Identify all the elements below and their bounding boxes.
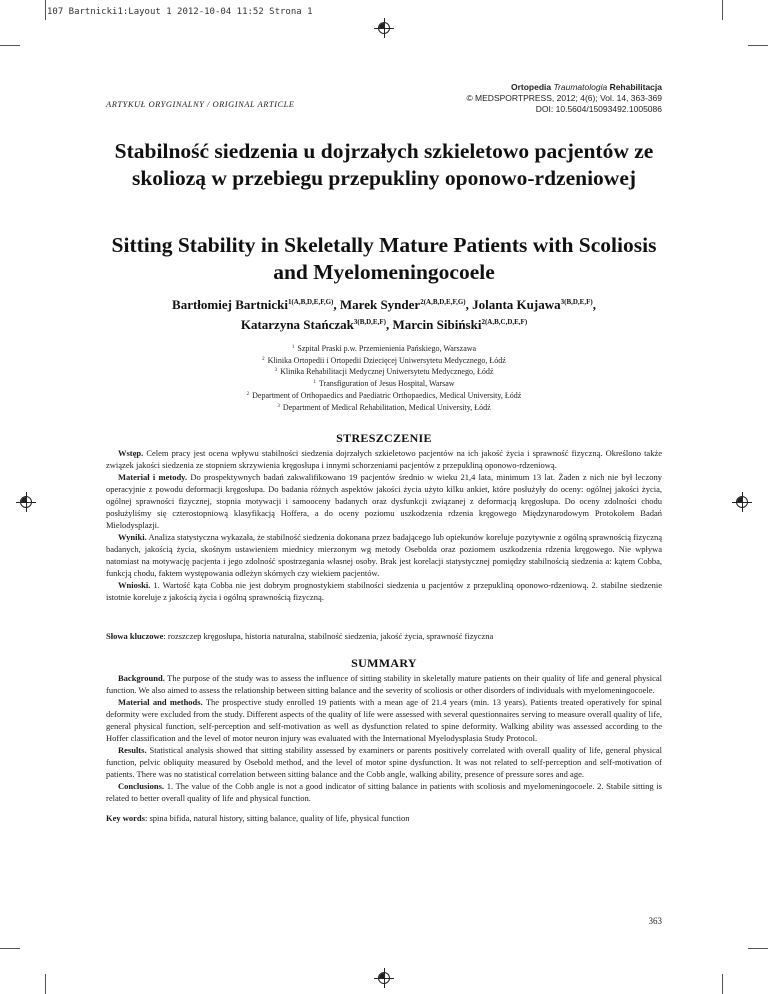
abstract-paragraph: Results. Statistical analysis showed that sitting stability assessed by examiners or parents positively correlated with overall quality of life, general physical function, pelvic obliquity measured by Osebold method, and the level of motor spine dysfunction. It was not related to self-perception and self-motivation of patients. There was no statistical correlation between sitting balance and the Cobb angle, walking ability, presence of pressure sores and age.: [106, 745, 662, 779]
registration-mark-icon: [732, 492, 752, 512]
printer-slug: 107 Bartnicki1:Layout 1 2012-10-04 11:52 Strona 1: [47, 7, 313, 17]
journal-citation: © MEDSPORTPRESS, 2012; 4(6); Vol. 14, 363-369: [466, 93, 662, 103]
author: Marek Synder$^{2(A,B,D,E,F,G)}$,: [339, 297, 473, 312]
title-english: Sitting Stability in Skeletally Mature Patients with Scoliosis and Myelomeningocoele: [111, 233, 657, 284]
summary-heading: SUMMARY: [351, 656, 417, 670]
abstract-paragraph: Conclusions. 1. The value of the Cobb angle is not a good indicator of sitting balance in patients with scoliosis and myelomeningocoele. 2. Stabile sitting is related to better overall quality of life and physical function.: [106, 781, 662, 803]
abstract-paragraph: Wnioski. 1. Wartość kąta Cobba nie jest dobrym prognostykiem stabilności siedzenia u pacjentów z przepukliną oponowo-rdzeniową. 2. stabilne siedzenie istotnie koreluje z jakością życia i ogólną sprawnością fizyczną.: [106, 580, 662, 602]
crop-mark: [722, 0, 723, 20]
abstract-paragraph: Material and methods. The prospective study enrolled 19 patients with a mean age of 21.4 years (min. 13 years). Patients treated operatively for spinal deformity were excluded from the study. Different aspects of the quality of life were assessed with several questionnaires serving to measure overall quality of life, general physical function, self-perception and self-motivation as well as dysfunction related to spine deformity. Walking ability was assessed according to the Hoffer classification and the level of motor neuron injury was evaluated with the International Myelodysplasia Study Protocol.: [106, 697, 662, 743]
abstract-english: [106, 672, 662, 804]
author: Katarzyna Stańczak$^{3(B,D,E,F)}$,: [240, 317, 393, 332]
affiliation: $^2$ Department of Orthopaedics and Paediatric Orthopaedics, Medical University, Łódź: [246, 390, 522, 400]
crop-mark: [45, 0, 46, 20]
registration-mark-icon: [374, 18, 394, 38]
author: Jolanta Kujawa$^{3(B,D,E,F)}$,: [472, 297, 596, 312]
registration-mark-icon: [16, 492, 36, 512]
keywords-english: Key words: spina bifida, natural history, sitting balance, quality of life, physical function: [106, 813, 410, 823]
crop-mark: [748, 45, 768, 46]
crop-mark: [0, 948, 20, 949]
journal-info: [466, 82, 662, 115]
page-number: 363: [648, 916, 662, 926]
abstract-paragraph: Materiał i metody. Do prospektywnych badań zakwalifikowano 19 pacjentów średnio w wieku 21,4 lata, minimum 13 lat. Żaden z nich nie był leczony operacyjnie z powodu deformacji kręgosłupa. Do badania różnych aspektów jakości życia użyto kilku ankiet, które posłużyły do oceny: ogólnej jakości życia, ogólnej sprawności fizycznej, stopnia motywacji i samooceny badanych oraz dysfunkcji związanej z deformacją kręgosłupa. Do oceny zdolności chodu posłużyliśmy się czterostopniową klasyfikacją Hoffera, a do oceny poziomu uszkodzenia rdzenia kręgowego Międzynarodowym Protokołem Badań Mielodysplazji.: [106, 472, 662, 530]
author: Bartłomiej Bartnicki$^{1(A,B,D,E,F,G)}$,: [172, 297, 340, 312]
affiliation-list: [100, 343, 668, 413]
affiliation: $^3$ Department of Medical Rehabilitation, Medical University, Łódź: [277, 402, 491, 412]
affiliation: $^1$ Szpital Praski p.w. Przemienienia Pańskiego, Warszawa: [291, 344, 477, 353]
author-list: [100, 295, 668, 335]
affiliation: $^1$ Transfiguration of Jesus Hospital, Warsaw: [313, 379, 455, 389]
abstract-paragraph: Background. The purpose of the study was to assess the influence of sitting stability in skeletally mature patients on their quality of life and general physical function. We also aimed to assess the relationship between sitting balance and the severity of scoliosis or other disorders of individuals with myelomeningocoele.: [106, 673, 662, 695]
crop-mark: [45, 974, 46, 994]
crop-mark: [722, 974, 723, 994]
abstract-paragraph: Wstęp. Celem pracy jest ocena wpływu stabilności siedzenia dojrzałych szkieletowo pacjentów na ich jakość życia i sprawność fizyczną. Określono także związek jakości siedzenia ze stopniem skrzywienia kręgosłupa i innymi schorzeniami pacjentów z przepukliną oponowo-rdzeniową.: [106, 448, 662, 470]
crop-mark: [0, 45, 20, 46]
crop-mark: [748, 948, 768, 949]
keywords-polish: Słowa kluczowe: rozszczep kręgosłupa, historia naturalna, stabilność siedzenia, jakość życia, sprawność fizyczna: [106, 631, 494, 641]
author: Marcin Sibiński$^{2(A,B,C,D,E,F)}$: [392, 317, 528, 332]
journal-name: Ortopedia Traumatologia Rehabilitacja: [510, 82, 662, 92]
article-type-label: ARTYKUŁ ORYGINALNY / ORIGINAL ARTICLE: [106, 99, 295, 109]
affiliation: $^2$ Klinika Ortopedii i Ortopedii Dziecięcej Uniwersytetu Medycznego, Łódź: [262, 355, 506, 365]
abstract-polish: [106, 447, 662, 603]
abstract-paragraph: Wyniki. Analiza statystyczna wykazała, że stabilność siedzenia dokonana przez badającego lub opiekunów koreluje pozytywnie z ogólną sprawnością fizyczną badanych, jakością życia, skośnym ustawieniem miednicy mierzonym wg metody Osebolda oraz poziomem uszkodzenia rdzenia kręgowego. Nie wpływa natomiast na motywację pacjenta i jego zdolność spostrzegania własnej osoby. Brak jest korelacji statystycznej pomiędzy stabilnością siedzenia a: kątem Cobba, funkcją chodu, faktem występowania odleżyn skórnych czy wiekiem pacjentów.: [106, 532, 662, 578]
registration-mark-icon: [374, 968, 394, 988]
title-polish: Stabilność siedzenia u dojrzałych szkieletowo pacjentów ze skoliozą w przebiegu przepukliny oponowo-rdzeniowej: [114, 139, 654, 190]
affiliation: $^3$ Klinika Rehabilitacji Medycznej Uniwersytetu Medycznego, Łódź: [274, 367, 494, 377]
journal-doi: DOI: 10.5604/15093492.1005086: [535, 104, 662, 114]
streszczenie-heading: STRESZCZENIE: [336, 431, 432, 445]
